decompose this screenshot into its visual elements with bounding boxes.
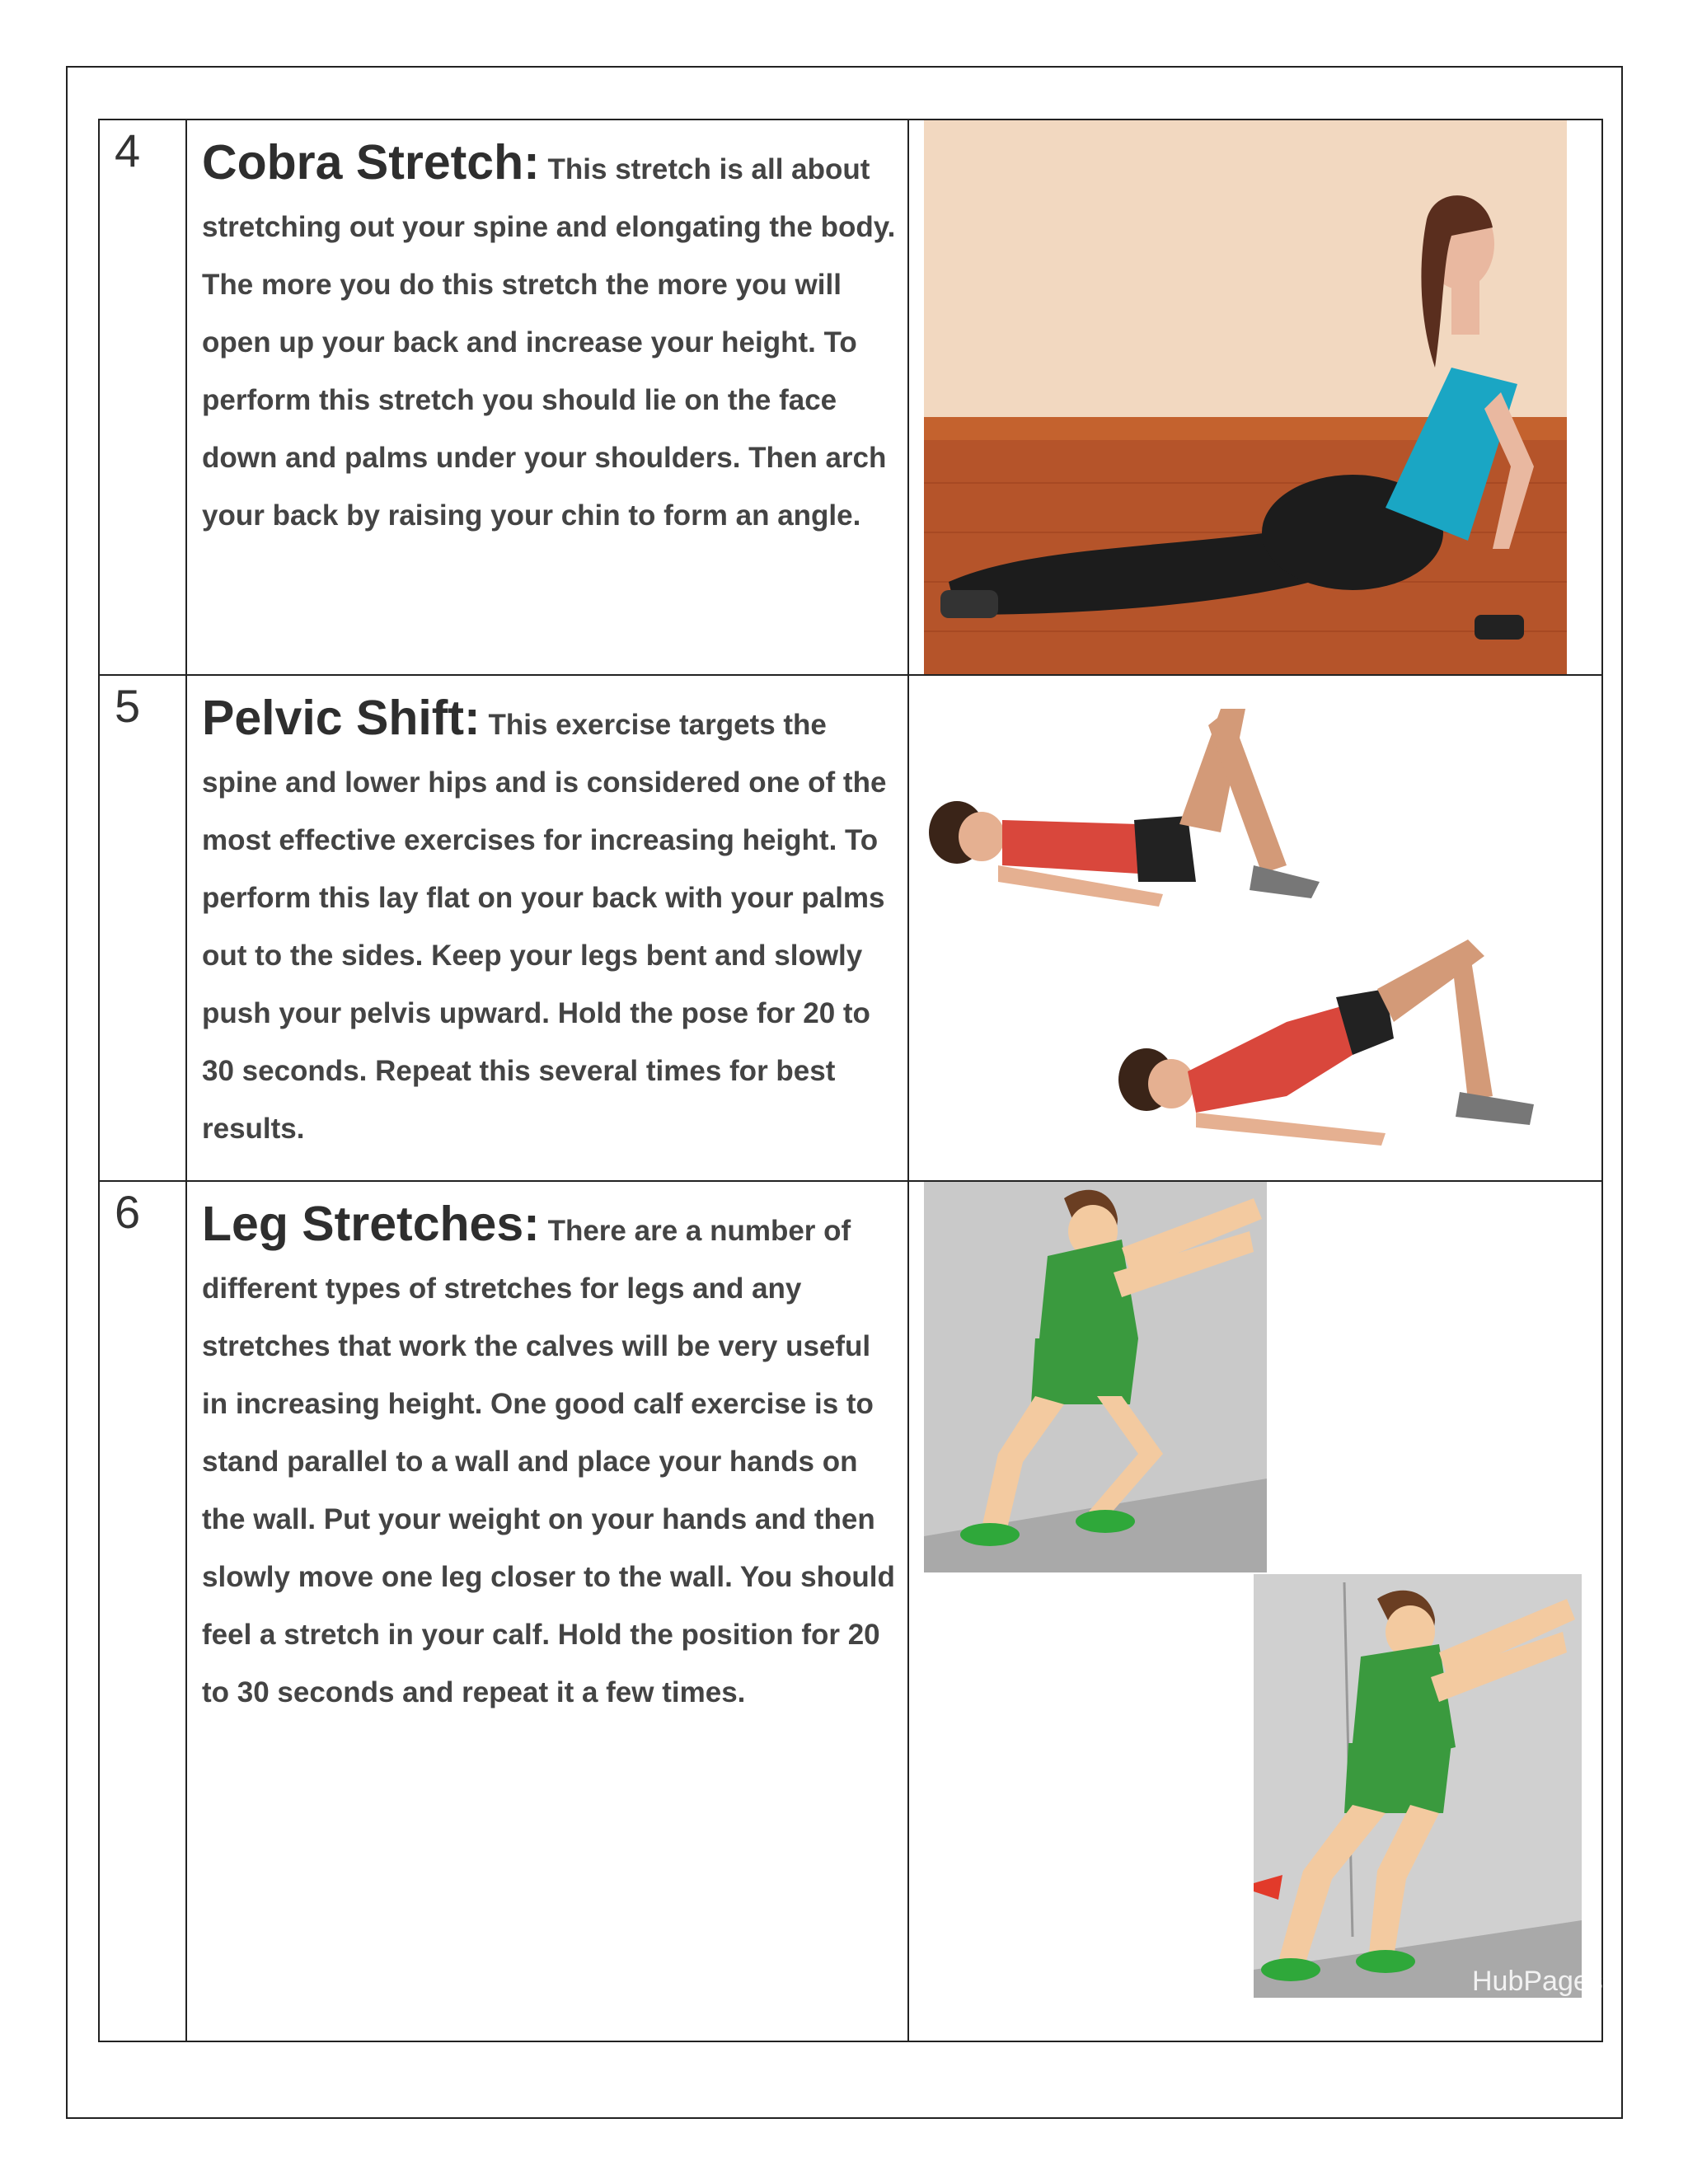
exercise-title: Pelvic Shift: (202, 691, 481, 745)
exercise-body: This exercise targets the spine and lower hips and is considered one of the most effective exercises for increasing height. To perform this lay flat on your back with your palms out to the sides. Keep your legs bent and slowly push your pelvis upward. Hold the pose for 20 to 30 seconds. Repeat this several times for best results. (202, 709, 887, 1145)
exercise-title: Leg Stretches: (202, 1197, 540, 1251)
exercise-description (202, 134, 903, 545)
row-number: 5 (115, 680, 141, 732)
image-cell (909, 120, 1601, 674)
row-number-cell (100, 120, 187, 674)
exercise-body: This stretch is all about stretching out your spine and elongating the body. The more you do this stretch the more you will open up your back and increase your height. To perform this stretch you should lie on the face down and palms under your shoulders. Then arch your back by raising your chin to form an angle. (202, 153, 896, 532)
exercise-description (202, 1195, 903, 1722)
table-row-5 (98, 674, 1603, 1182)
description-cell (187, 676, 909, 1180)
image-cell (909, 676, 1601, 1180)
table-row-6 (98, 1180, 1603, 2042)
exercise-description (202, 689, 903, 1158)
calf-stretch-illustration-1 (924, 1182, 1267, 1572)
image-cell (909, 1182, 1601, 2041)
exercise-body: There are a number of different types of stretches for legs and any stretches that work the calves will be very useful in increasing height. One good calf exercise is to stand parallel to a wall and place your hands on the wall. Put your weight on your hands and then slowly move one leg closer to the wall. You should feel a stretch in your calf. Hold the position for 20 to 30 seconds and repeat it a few times. (202, 1215, 895, 1708)
description-cell (187, 120, 909, 674)
description-cell (187, 1182, 909, 2041)
cobra-stretch-image (924, 120, 1567, 674)
calf-stretch-illustration-2 (1254, 1574, 1603, 1998)
pelvic-shift-image (924, 676, 1583, 1180)
row-number: 6 (115, 1186, 141, 1238)
row-number: 4 (115, 124, 141, 176)
row-number-cell (100, 676, 187, 1180)
table-row-4 (98, 119, 1603, 676)
watermark-text: HubPages (1472, 1966, 1603, 1997)
row-number-cell (100, 1182, 187, 2041)
exercise-title: Cobra Stretch: (202, 135, 540, 190)
